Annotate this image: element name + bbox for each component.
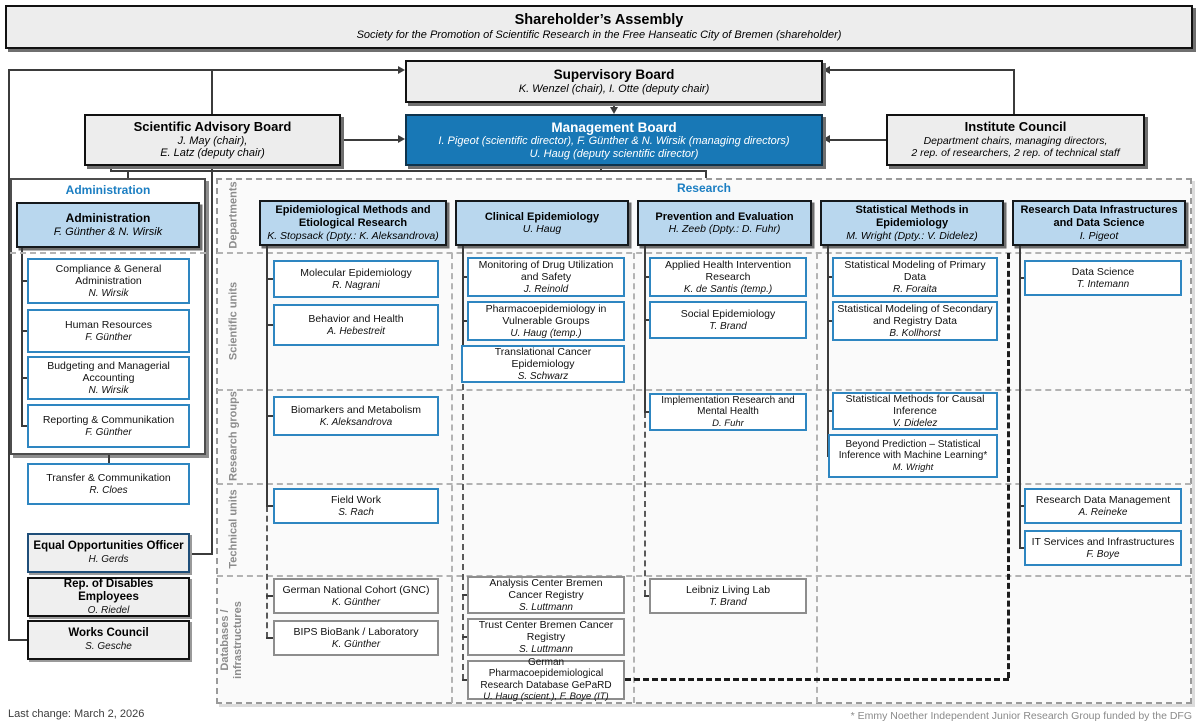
box-title: Human Resources <box>65 318 152 331</box>
connector <box>1013 69 1015 114</box>
box-title: Budgeting and Managerial Accounting <box>47 359 170 384</box>
row-label-scientific-units: Scientific units <box>227 281 240 361</box>
box-subtitle: S. Luttmann <box>519 601 573 613</box>
box-title: Reporting & Communikation <box>42 413 175 426</box>
connector <box>266 278 273 280</box>
box-title: Analysis Center Bremen Cancer Registry <box>489 576 603 601</box>
box-subtitle: K. Stopsack (Dpty.: K. Aleksandrova) <box>267 229 439 242</box>
equal-opportunities-officer-box <box>27 533 190 573</box>
box-subtitle: S. Schwarz <box>517 370 569 382</box>
box-subtitle: R. Foraita <box>893 283 937 295</box>
db-analysis-center-cancer-registry <box>467 576 625 614</box>
box-title: Trust Center Bremen Cancer Registry <box>478 618 614 643</box>
connector <box>830 139 886 141</box>
arrowhead <box>610 107 618 114</box>
row-label-technical-units: Technical units <box>227 489 240 569</box>
last-change-note: Last change: March 2, 2026 <box>8 708 145 720</box>
box-subtitle: F. Günther <box>85 426 132 438</box>
box-subtitle: K. de Santis (temp.) <box>683 283 773 295</box>
box-subtitle: U. Haug (deputy scientific director) <box>529 147 699 160</box>
box-subtitle: D. Fuhr <box>712 417 744 429</box>
box-subtitle: F. Boye <box>1086 548 1120 560</box>
admin-unit-human-resources <box>27 309 190 353</box>
dept-statistical-methods <box>820 200 1004 246</box>
connector <box>266 637 273 639</box>
separator <box>217 389 1191 391</box>
box-subtitle: R. Cloes <box>89 484 128 496</box>
box-title: Scientific Advisory Board <box>133 118 292 134</box>
box-title: Prevention and Evaluation <box>655 210 794 223</box>
unit-molecular-epidemiology <box>273 260 439 298</box>
box-title: Behavior and Health <box>308 312 404 325</box>
unit-it-services <box>1024 530 1182 566</box>
box-title: German Pharmacoepidemiological Research Database GePaRD <box>480 656 612 691</box>
box-subtitle: A. Reineke <box>1078 506 1128 518</box>
unit-causal-inference <box>832 392 998 430</box>
box-title: Rep. of Disables Employees <box>63 577 154 603</box>
administration-section-label: Administration <box>65 183 151 197</box>
box-title: Research Data Management <box>1035 493 1171 506</box>
box-subtitle: T. Intemann <box>1076 278 1130 290</box>
db-leibniz-living-lab <box>649 578 807 614</box>
research-section-label: Research <box>676 181 732 195</box>
management-board-box <box>405 114 823 166</box>
arrowhead <box>398 135 405 143</box>
unit-drug-monitoring <box>467 257 625 297</box>
connector <box>8 69 399 71</box>
box-subtitle: K. Günther <box>331 638 381 650</box>
connector <box>462 364 464 680</box>
db-german-national-cohort <box>273 578 439 614</box>
box-title: Works Council <box>68 627 149 640</box>
connector <box>21 248 23 426</box>
unit-stat-modeling-primary <box>832 257 998 297</box>
admin-unit-compliance <box>27 258 190 304</box>
connector <box>211 69 213 114</box>
box-subtitle: 2 rep. of researchers, 2 rep. of technical staff <box>911 147 1120 160</box>
separator <box>217 575 1191 577</box>
box-title: Compliance & General Administration <box>55 262 162 287</box>
box-title: Epidemiological Methods and Etiological Research <box>275 204 431 229</box>
connector <box>266 505 273 507</box>
dept-clinical-epidemiology <box>455 200 629 246</box>
box-subtitle: B. Kollhorst <box>889 327 941 339</box>
box-title: Transfer & Communikation <box>46 471 171 484</box>
box-subtitle: J. May (chair), <box>177 134 248 147</box>
rep-disabled-employees-box <box>27 577 190 617</box>
box-subtitle: F. Günther <box>85 331 132 343</box>
unit-behavior-and-health <box>273 304 439 346</box>
dept-prevention-evaluation <box>637 200 812 246</box>
row-label-databases: Databases / infrastructures <box>219 601 244 679</box>
box-title: Shareholder’s Assembly <box>514 12 684 29</box>
connector <box>108 455 110 463</box>
box-subtitle: U. Haug (temp.) <box>510 327 582 339</box>
box-subtitle: O. Riedel <box>87 604 130 616</box>
unit-data-science <box>1024 260 1182 296</box>
unit-stat-modeling-secondary <box>832 301 998 341</box>
box-subtitle: I. Pigeot <box>1079 229 1119 242</box>
box-subtitle: E. Latz (deputy chair) <box>160 147 265 160</box>
box-subtitle: U. Haug (scient.), F. Boye (IT) <box>483 691 609 703</box>
works-council-box <box>27 620 190 660</box>
arrowhead <box>823 66 830 74</box>
connector <box>266 506 268 638</box>
box-title: Statistical Modeling of Primary Data <box>844 258 986 283</box>
box-title: Institute Council <box>964 119 1067 135</box>
separator <box>633 253 635 703</box>
connector <box>266 415 273 417</box>
scientific-advisory-board-box <box>84 114 341 166</box>
box-title: Clinical Epidemiology <box>484 210 600 223</box>
box-subtitle: F. Günther & N. Wirsik <box>53 225 163 238</box>
box-title: Translational Cancer Epidemiology <box>494 345 592 370</box>
box-title: Statistical Methods for Causal Inference <box>845 392 985 417</box>
separator <box>217 252 1191 254</box>
connector <box>341 139 398 141</box>
box-title: Beyond Prediction – Statistical Inference with Machine Learning* <box>838 438 988 462</box>
box-title: BIPS BioBank / Laboratory <box>293 625 419 638</box>
box-subtitle: M. Wright <box>892 461 934 473</box>
separator <box>10 252 206 254</box>
box-title: German National Cohort (GNC) <box>282 583 430 596</box>
box-subtitle: T. Brand <box>709 596 747 608</box>
connector <box>8 639 27 641</box>
box-subtitle: V. Didelez <box>892 417 938 429</box>
connector <box>1019 246 1021 548</box>
box-title: Implementation Research and Mental Health <box>661 394 795 418</box>
separator <box>816 253 818 703</box>
box-title: Equal Opportunities Officer <box>33 540 184 553</box>
connector <box>266 324 273 326</box>
box-title: Data Science <box>1071 265 1135 278</box>
connector <box>211 166 213 555</box>
box-subtitle: N. Wirsik <box>88 287 129 299</box>
box-subtitle: Department chairs, managing directors, <box>923 135 1108 148</box>
dept-epidemiological-methods <box>259 200 447 246</box>
db-trust-center-cancer-registry <box>467 618 625 656</box>
administration-head-box <box>16 202 200 248</box>
box-subtitle: H. Zeeb (Dpty.: D. Fuhr) <box>668 223 781 236</box>
box-title: Social Epidemiology <box>680 307 776 320</box>
arrowhead <box>823 135 830 143</box>
box-subtitle: J. Reinold <box>523 283 569 295</box>
box-title: Management Board <box>551 119 677 135</box>
unit-pharmacoepidemiology-vulnerable <box>467 301 625 341</box>
box-subtitle: R. Nagrani <box>332 279 380 291</box>
data-science-boundary <box>625 678 1009 681</box>
dept-research-data-infrastructures <box>1012 200 1186 246</box>
box-title: Statistical Methods in Epidemiology <box>855 204 969 229</box>
connector <box>644 412 646 596</box>
box-title: Supervisory Board <box>553 67 675 83</box>
box-title: Research Data Infrastructures and Data Science <box>1020 204 1178 229</box>
box-subtitle: S. Rach <box>338 506 374 518</box>
transfer-communication-box <box>27 463 190 505</box>
box-subtitle: H. Gerds <box>88 554 129 566</box>
unit-translational-cancer-epidemiology <box>461 345 625 383</box>
unit-social-epidemiology <box>649 301 807 339</box>
arrowhead <box>398 66 405 74</box>
box-subtitle: U. Haug <box>522 223 562 236</box>
separator <box>217 483 1191 485</box>
box-title: Statistical Modeling of Secondary and Registry Data <box>837 302 993 327</box>
box-subtitle: M. Wright (Dpty.: V. Didelez) <box>846 229 978 242</box>
box-title: Field Work <box>331 493 381 506</box>
admin-unit-reporting <box>27 404 190 448</box>
db-bips-biobank <box>273 620 439 656</box>
data-science-boundary <box>1007 253 1010 678</box>
connector <box>266 246 268 506</box>
box-subtitle: S. Luttmann <box>519 643 573 655</box>
box-subtitle: K. Aleksandrova <box>319 416 393 428</box>
unit-beyond-prediction <box>828 434 998 478</box>
unit-implementation-research <box>649 393 807 431</box>
box-subtitle: Society for the Promotion of Scientific Research in the Free Hanseatic City of Bremen (shareholder) <box>356 29 842 42</box>
box-subtitle: N. Wirsik <box>88 384 129 396</box>
box-subtitle: S. Gesche <box>85 641 132 653</box>
box-subtitle: A. Hebestreit <box>327 325 385 337</box>
box-title: Administration <box>65 210 151 225</box>
box-title: IT Services and Infrastructures <box>1031 535 1175 548</box>
unit-applied-health-intervention <box>649 257 807 297</box>
row-label-research-groups: Research groups <box>227 391 240 481</box>
connector <box>190 553 213 555</box>
connector <box>830 69 1015 71</box>
footnote-emmy-noether: * Emmy Noether Independent Junior Research Group funded by the DFG <box>850 710 1192 722</box>
box-title: Molecular Epidemiology <box>300 266 412 279</box>
box-title: Biomarkers and Metabolism <box>290 403 422 416</box>
box-subtitle: I. Pigeot (scientific director), F. Günther & N. Wirsik (managing directors) <box>438 135 790 148</box>
box-title: Leibniz Living Lab <box>685 583 771 596</box>
row-label-departments: Departments <box>227 181 240 249</box>
connector <box>110 170 707 172</box>
institute-council-box <box>886 114 1145 166</box>
connector <box>127 170 129 178</box>
connector <box>644 246 646 412</box>
box-subtitle: K. Wenzel (chair), I. Otte (deputy chair) <box>518 82 710 95</box>
box-title: Pharmacoepidemiology in Vulnerable Groups <box>485 302 607 327</box>
box-subtitle: T. Brand <box>709 320 747 332</box>
box-title: Monitoring of Drug Utilization and Safety <box>478 258 614 283</box>
db-gepard <box>467 656 625 703</box>
unit-biomarkers-metabolism <box>273 396 439 436</box>
unit-research-data-management <box>1024 488 1182 524</box>
box-title: Applied Health Intervention Research <box>664 258 792 283</box>
separator <box>451 253 453 703</box>
shareholders-assembly-box <box>5 5 1193 49</box>
connector <box>266 595 273 597</box>
admin-unit-budgeting <box>27 356 190 400</box>
unit-field-work <box>273 488 439 524</box>
box-subtitle: K. Günther <box>331 596 381 608</box>
supervisory-board-box <box>405 60 823 103</box>
